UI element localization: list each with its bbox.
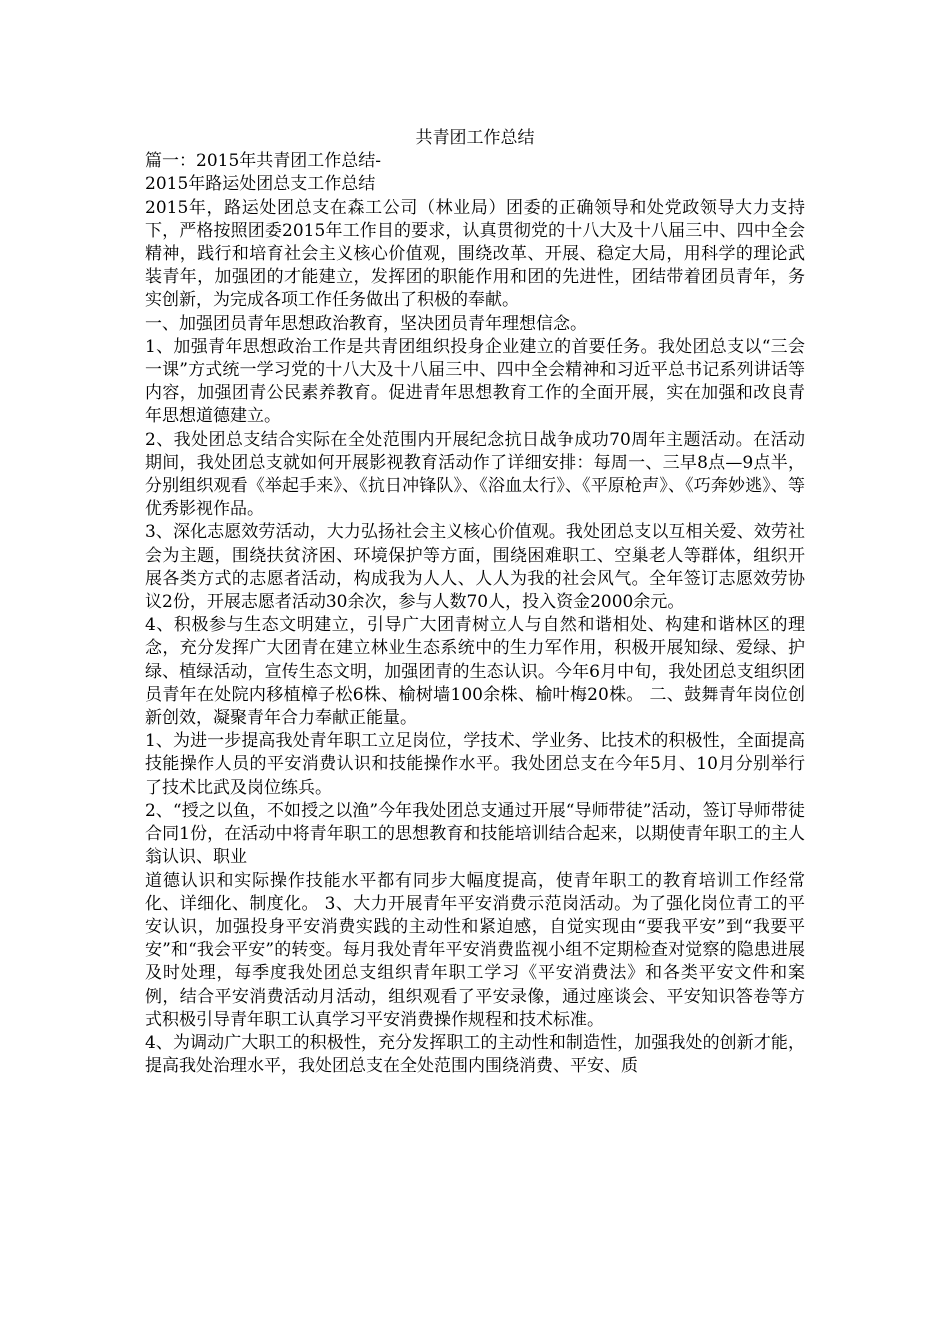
paragraph-continued: 道德认识和实际操作技能水平都有同步大幅度提高，使青年职工的教育培训工作经常化、详细化、制度化。 3、大力开展青年平安消费示范岗活动。为了强化岗位青工的平安认识，加强投身平安消费实践的主动性和紧迫感，自觉实现由“要我平安”到“我要平安”和“我会平安”的转变。每月我处青年平安消费监视小组不定期检查对觉察的隐患进展及时处理，每季度我处团总支组织青年职工学习《平安消费法》和各类平安文件和案例，结合平安消费活动月活动，组织观看了平安录像，通过座谈会、平安知识答卷等方式积极引导青年职工认真学习平安消费操作规程和技术标准。	[145, 870, 805, 1030]
intro-paragraph: 2015年，路运处团总支在森工公司（林业局）团委的正确领导和处党政领导大力支持下，严格按照团委2015年工作目的要求，认真贯彻党的十八大及十八届三中、四中全会精神，践行和培育社会主义核心价值观，围绕改革、开展、稳定大局，用科学的理论武装青年，加强团的才能建立，发挥团的职能作用和团的先进性，团结带着团员青年，务实创新，为完成各项工作任务做出了积极的奉献。	[145, 197, 805, 311]
document-body	[145, 127, 805, 1078]
report-title: 2015年路运处团总支工作总结	[145, 174, 376, 195]
paragraph-item-3: 3、深化志愿效劳活动，大力弘扬社会主义核心价值观。我处团总支以互相关爱、效劳社会为主题，围绕扶贫济困、环境保护等方面，围绕困难职工、空巢老人等群体，组织开展各类方式的志愿者活动，构成我为人人、人人为我的社会风气。全年签订志愿效劳协议2份，开展志愿者活动30余次，参与人数70人，投入资金2000余元。	[145, 522, 805, 613]
paragraph-part-two-item-2: 2、“授之以鱼，不如授之以渔”今年我处团总支通过开展“导师带徒”活动，签订导师带徒合同1份，在活动中将青年职工的思想教育和技能培训结合起来，以期使青年职工的主人翁认识、职业	[145, 800, 805, 868]
paragraph-item-1: 1、加强青年思想政治工作是共青团组织投身企业建立的首要任务。我处团总支以“三会一课”方式统一学习党的十八大及十八届三中、四中全会精神和习近平总书记系列讲话等内容，加强团青公民素养教育。促进青年思想教育工作的全面开展，实在加强和改良青年思想道德建立。	[145, 336, 805, 427]
document-title: 共青团工作总结	[415, 128, 535, 148]
paragraph-item-2: 2、我处团总支结合实际在全处范围内开展纪念抗日战争成功70周年主题活动。在活动期间，我处团总支就如何开展影视教育活动作了详细安排：每周一、三早8点—9点半，分别组织观看《举起手来》、《抗日冲锋队》、《浴血太行》、《平原枪声》、《巧奔妙逃》、等优秀影视作品。	[145, 429, 805, 520]
paragraph-part-two-item-1: 1、为进一步提高我处青年职工立足岗位，学技术、学业务、比技术的积极性，全面提高技能操作人员的平安消费认识和技能操作水平。我处团总支在今年5月、10月分别举行了技术比武及岗位练兵。	[145, 731, 805, 798]
section-heading: 篇一：2015年共青团工作总结-	[145, 151, 382, 172]
paragraph-part-two-item-4: 4、为调动广大职工的积极性，充分发挥职工的主动性和制造性，加强我处的创新才能，提高我处治理水平，我处团总支在全处范围内围绕消费、平安、质	[145, 1032, 805, 1077]
part-one-heading: 一、加强团员青年思想政治教育，坚决团员青年理想信念。	[145, 313, 587, 334]
paragraph-item-4: 4、积极参与生态文明建立，引导广大团青树立人与自然和谐相处、构建和谐林区的理念，充分发挥广大团青在建立林业生态系统中的生力军作用，积极开展知绿、爱绿、护绿、植绿活动，宣传生态文明，加强团青的生态认识。今年6月中旬，我处团总支组织团员青年在处院内移植樟子松6株、榆树墙100余株、榆叶梅20株。 二、鼓舞青年岗位创新创效，凝聚青年合力奉献正能量。	[145, 615, 805, 729]
